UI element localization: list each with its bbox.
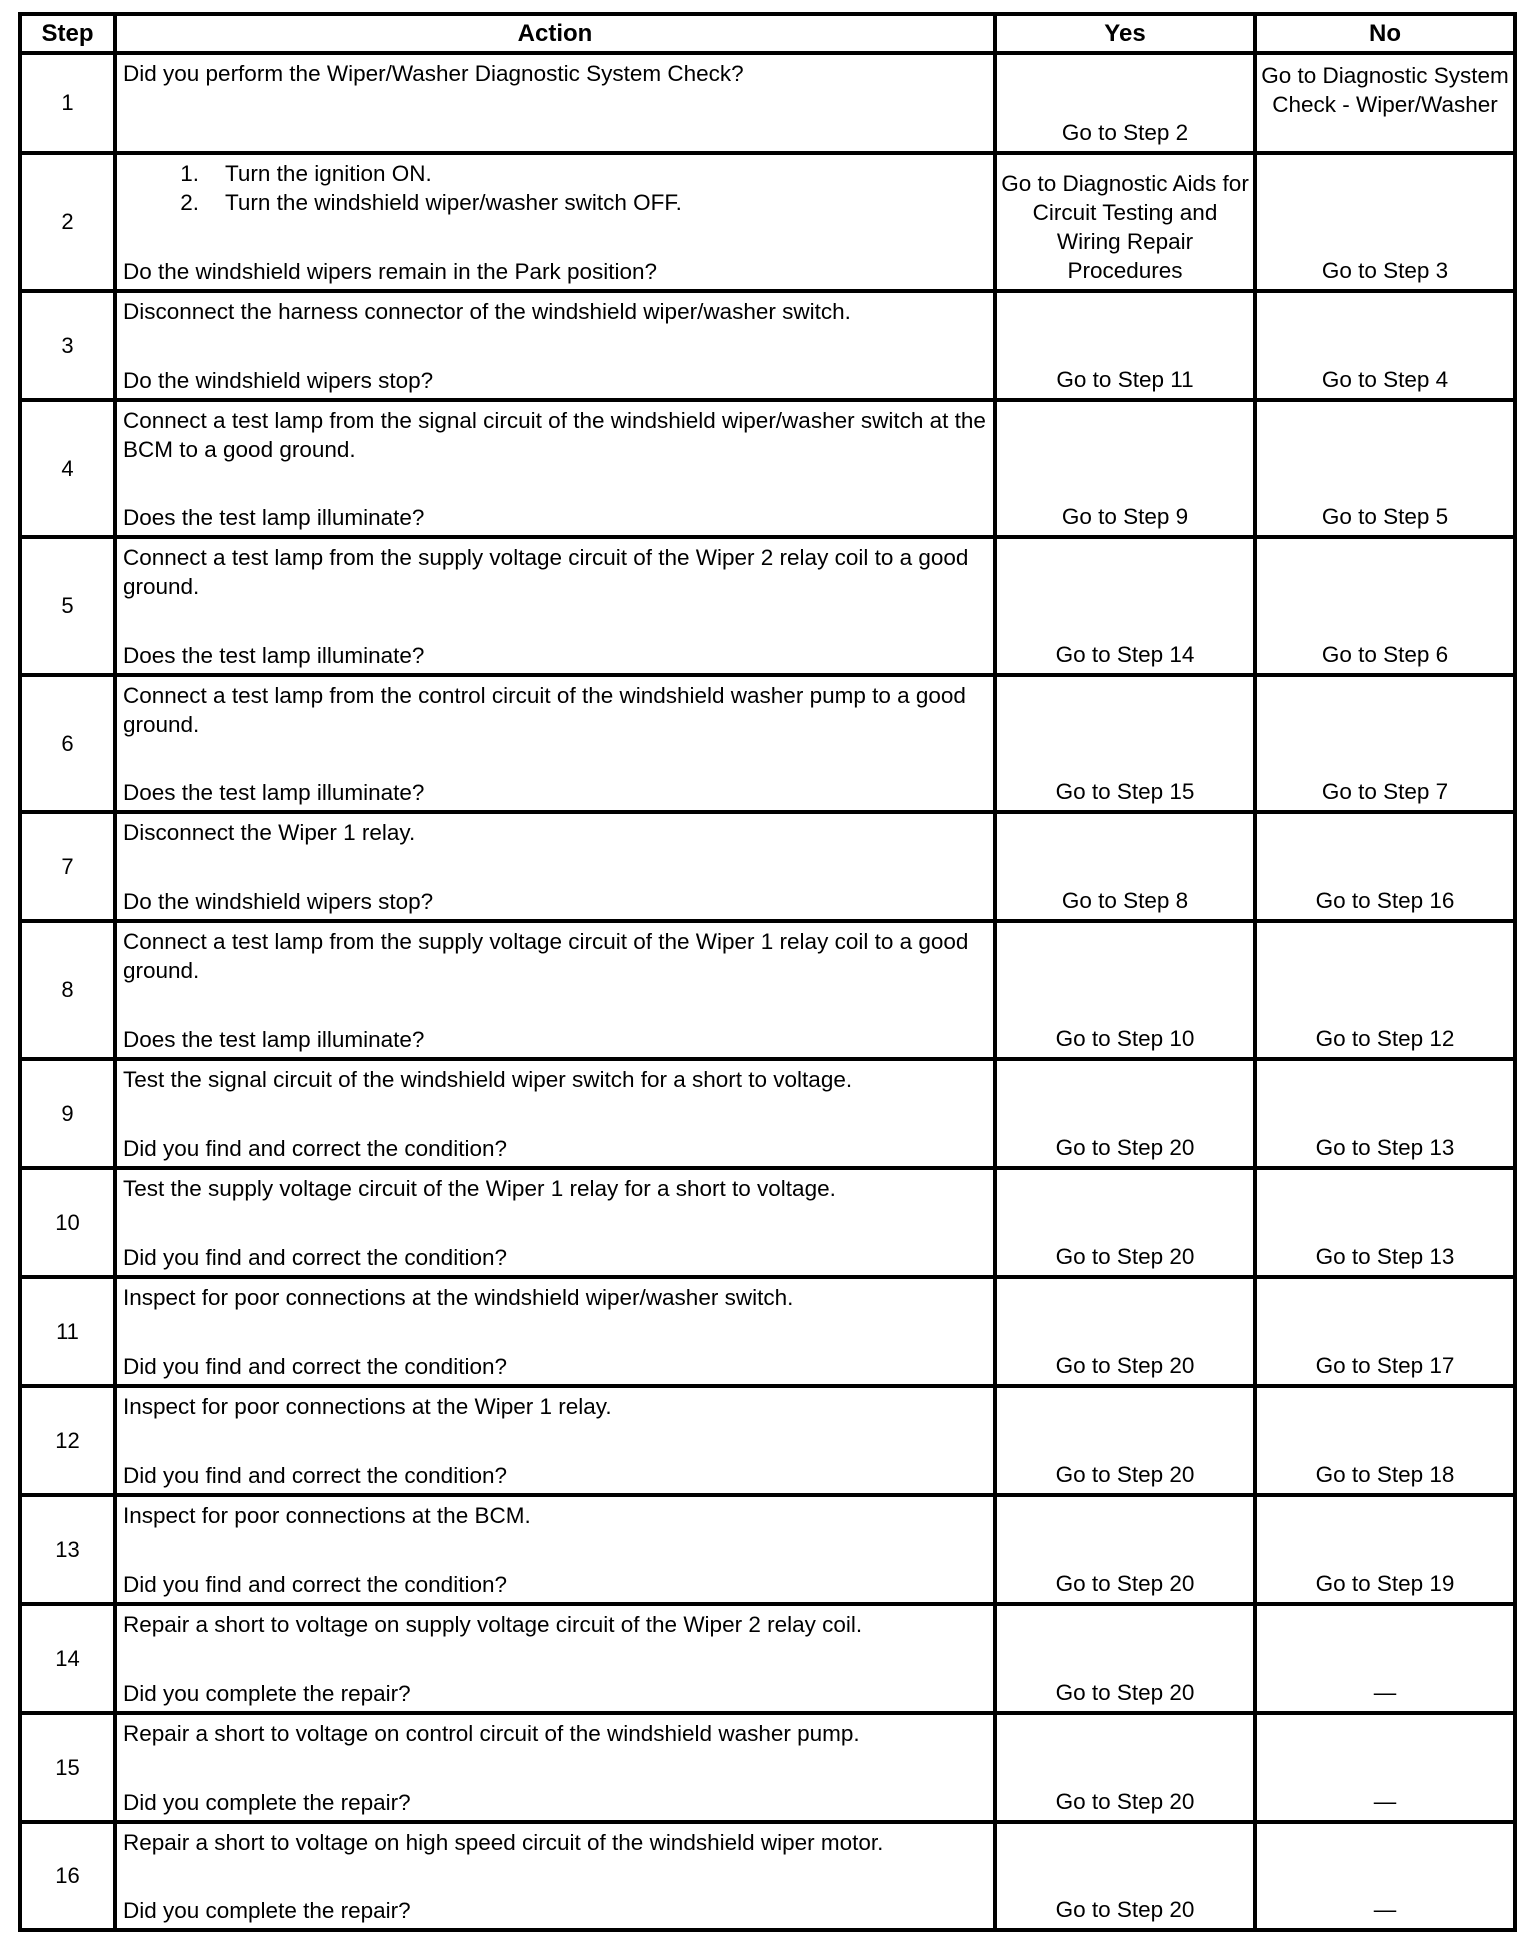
action-text: Did you perform the Wiper/Washer Diagnostic System Check? (123, 61, 744, 86)
no-result: Go to Step 13 (1255, 1059, 1515, 1168)
no-result: Go to Step 4 (1255, 291, 1515, 400)
diagnostic-table (18, 12, 1517, 1932)
action-question: Did you find and correct the condition? (123, 1136, 507, 1161)
step-number: 1 (20, 53, 115, 153)
action-text: Repair a short to voltage on supply voltage circuit of the Wiper 2 relay coil. (123, 1612, 863, 1637)
step-number: 2 (20, 153, 115, 291)
action-text: Connect a test lamp from the signal circuit of the windshield wiper/washer switch at the BCM to a good ground. (123, 408, 986, 462)
table-row (20, 537, 1515, 675)
no-result: Go to Step 17 (1255, 1277, 1515, 1386)
no-result: Go to Diagnostic System Check - Wiper/Washer (1255, 53, 1515, 153)
action-text: Repair a short to voltage on high speed circuit of the windshield wiper motor. (123, 1830, 884, 1855)
action-cell (115, 921, 995, 1059)
yes-result: Go to Step 2 (995, 53, 1255, 153)
yes-result: Go to Step 20 (995, 1168, 1255, 1277)
action-text: Connect a test lamp from the control circuit of the windshield washer pump to a good ground. (123, 683, 966, 737)
action-question: Did you find and correct the condition? (123, 1245, 507, 1270)
action-question: Did you complete the repair? (123, 1790, 411, 1815)
yes-result: Go to Step 20 (995, 1713, 1255, 1822)
action-cell (115, 1604, 995, 1713)
action-cell (115, 1495, 995, 1604)
yes-result: Go to Step 14 (995, 537, 1255, 675)
action-cell (115, 153, 995, 291)
header-action: Action (115, 14, 995, 53)
action-text: Disconnect the harness connector of the windshield wiper/washer switch. (123, 299, 851, 324)
no-result: — (1255, 1713, 1515, 1822)
step-number: 10 (20, 1168, 115, 1277)
table-row (20, 400, 1515, 537)
substep-item (123, 188, 987, 217)
header-step: Step (20, 14, 115, 53)
action-question: Does the test lamp illuminate? (123, 780, 425, 805)
substep-number: 1. (180, 161, 199, 186)
action-cell (115, 537, 995, 675)
step-number: 4 (20, 400, 115, 537)
step-number: 12 (20, 1386, 115, 1495)
yes-result: Go to Step 11 (995, 291, 1255, 400)
table-row (20, 1713, 1515, 1822)
step-number: 7 (20, 812, 115, 921)
substep-item (123, 159, 987, 188)
action-question: Did you complete the repair? (123, 1681, 411, 1706)
table-row (20, 1822, 1515, 1930)
action-text: Repair a short to voltage on control circuit of the windshield washer pump. (123, 1721, 860, 1746)
step-number: 16 (20, 1822, 115, 1930)
action-question: Did you find and correct the condition? (123, 1354, 507, 1379)
action-cell (115, 1386, 995, 1495)
yes-result: Go to Step 9 (995, 400, 1255, 537)
no-result: Go to Step 13 (1255, 1168, 1515, 1277)
yes-result: Go to Step 20 (995, 1059, 1255, 1168)
yes-result: Go to Step 15 (995, 675, 1255, 812)
action-cell (115, 675, 995, 812)
step-number: 13 (20, 1495, 115, 1604)
action-question: Do the windshield wipers remain in the Park position? (123, 259, 658, 284)
header-row (20, 14, 1515, 53)
action-text: Test the signal circuit of the windshield wiper switch for a short to voltage. (123, 1067, 853, 1092)
action-text: Connect a test lamp from the supply voltage circuit of the Wiper 1 relay coil to a good ground. (123, 929, 969, 983)
action-text: Disconnect the Wiper 1 relay. (123, 820, 416, 845)
no-result: Go to Step 3 (1255, 153, 1515, 291)
step-number: 15 (20, 1713, 115, 1822)
step-number: 14 (20, 1604, 115, 1713)
action-question: Did you find and correct the condition? (123, 1572, 507, 1597)
no-result: Go to Step 5 (1255, 400, 1515, 537)
action-question: Does the test lamp illuminate? (123, 643, 425, 668)
table-row (20, 1495, 1515, 1604)
substep-text: Turn the ignition ON. (225, 161, 432, 186)
no-result: Go to Step 16 (1255, 812, 1515, 921)
substep-number: 2. (180, 190, 199, 215)
step-number: 5 (20, 537, 115, 675)
yes-result: Go to Step 20 (995, 1822, 1255, 1930)
no-result: Go to Step 7 (1255, 675, 1515, 812)
table-row (20, 1604, 1515, 1713)
step-number: 9 (20, 1059, 115, 1168)
action-text: Connect a test lamp from the supply voltage circuit of the Wiper 2 relay coil to a good ground. (123, 545, 969, 599)
table-row (20, 1059, 1515, 1168)
action-cell (115, 291, 995, 400)
action-question: Did you find and correct the condition? (123, 1463, 507, 1488)
no-result: Go to Step 12 (1255, 921, 1515, 1059)
action-question: Does the test lamp illuminate? (123, 1027, 425, 1052)
no-result: — (1255, 1604, 1515, 1713)
yes-result: Go to Step 10 (995, 921, 1255, 1059)
action-text: Inspect for poor connections at the windshield wiper/washer switch. (123, 1285, 794, 1310)
action-question: Does the test lamp illuminate? (123, 505, 425, 530)
table-row (20, 921, 1515, 1059)
yes-result: Go to Step 20 (995, 1495, 1255, 1604)
header-yes: Yes (995, 14, 1255, 53)
action-question: Do the windshield wipers stop? (123, 368, 434, 393)
action-cell (115, 400, 995, 537)
no-result: — (1255, 1822, 1515, 1930)
table-row (20, 675, 1515, 812)
no-result: Go to Step 6 (1255, 537, 1515, 675)
action-cell (115, 1277, 995, 1386)
yes-result: Go to Diagnostic Aids for Circuit Testing and Wiring Repair Procedures (995, 153, 1255, 291)
action-cell (115, 812, 995, 921)
action-question: Do the windshield wipers stop? (123, 889, 434, 914)
header-no: No (1255, 14, 1515, 53)
no-result: Go to Step 19 (1255, 1495, 1515, 1604)
action-question: Did you complete the repair? (123, 1898, 411, 1923)
table-row (20, 1277, 1515, 1386)
table-row (20, 812, 1515, 921)
yes-result: Go to Step 20 (995, 1386, 1255, 1495)
substep-text: Turn the windshield wiper/washer switch OFF. (225, 190, 682, 215)
yes-result: Go to Step 20 (995, 1277, 1255, 1386)
table-row (20, 153, 1515, 291)
step-number: 11 (20, 1277, 115, 1386)
no-result: Go to Step 18 (1255, 1386, 1515, 1495)
yes-result: Go to Step 8 (995, 812, 1255, 921)
table-row (20, 53, 1515, 153)
action-cell (115, 1822, 995, 1930)
substep-list (123, 159, 987, 217)
action-cell (115, 1168, 995, 1277)
step-number: 3 (20, 291, 115, 400)
action-text: Inspect for poor connections at the Wiper 1 relay. (123, 1394, 612, 1419)
yes-result: Go to Step 20 (995, 1604, 1255, 1713)
step-number: 8 (20, 921, 115, 1059)
step-number: 6 (20, 675, 115, 812)
table-row (20, 291, 1515, 400)
action-cell (115, 1713, 995, 1822)
action-cell (115, 53, 995, 153)
table-row (20, 1168, 1515, 1277)
action-text: Inspect for poor connections at the BCM. (123, 1503, 531, 1528)
table-row (20, 1386, 1515, 1495)
action-text: Test the supply voltage circuit of the Wiper 1 relay for a short to voltage. (123, 1176, 836, 1201)
table-body (20, 53, 1515, 1930)
action-cell (115, 1059, 995, 1168)
